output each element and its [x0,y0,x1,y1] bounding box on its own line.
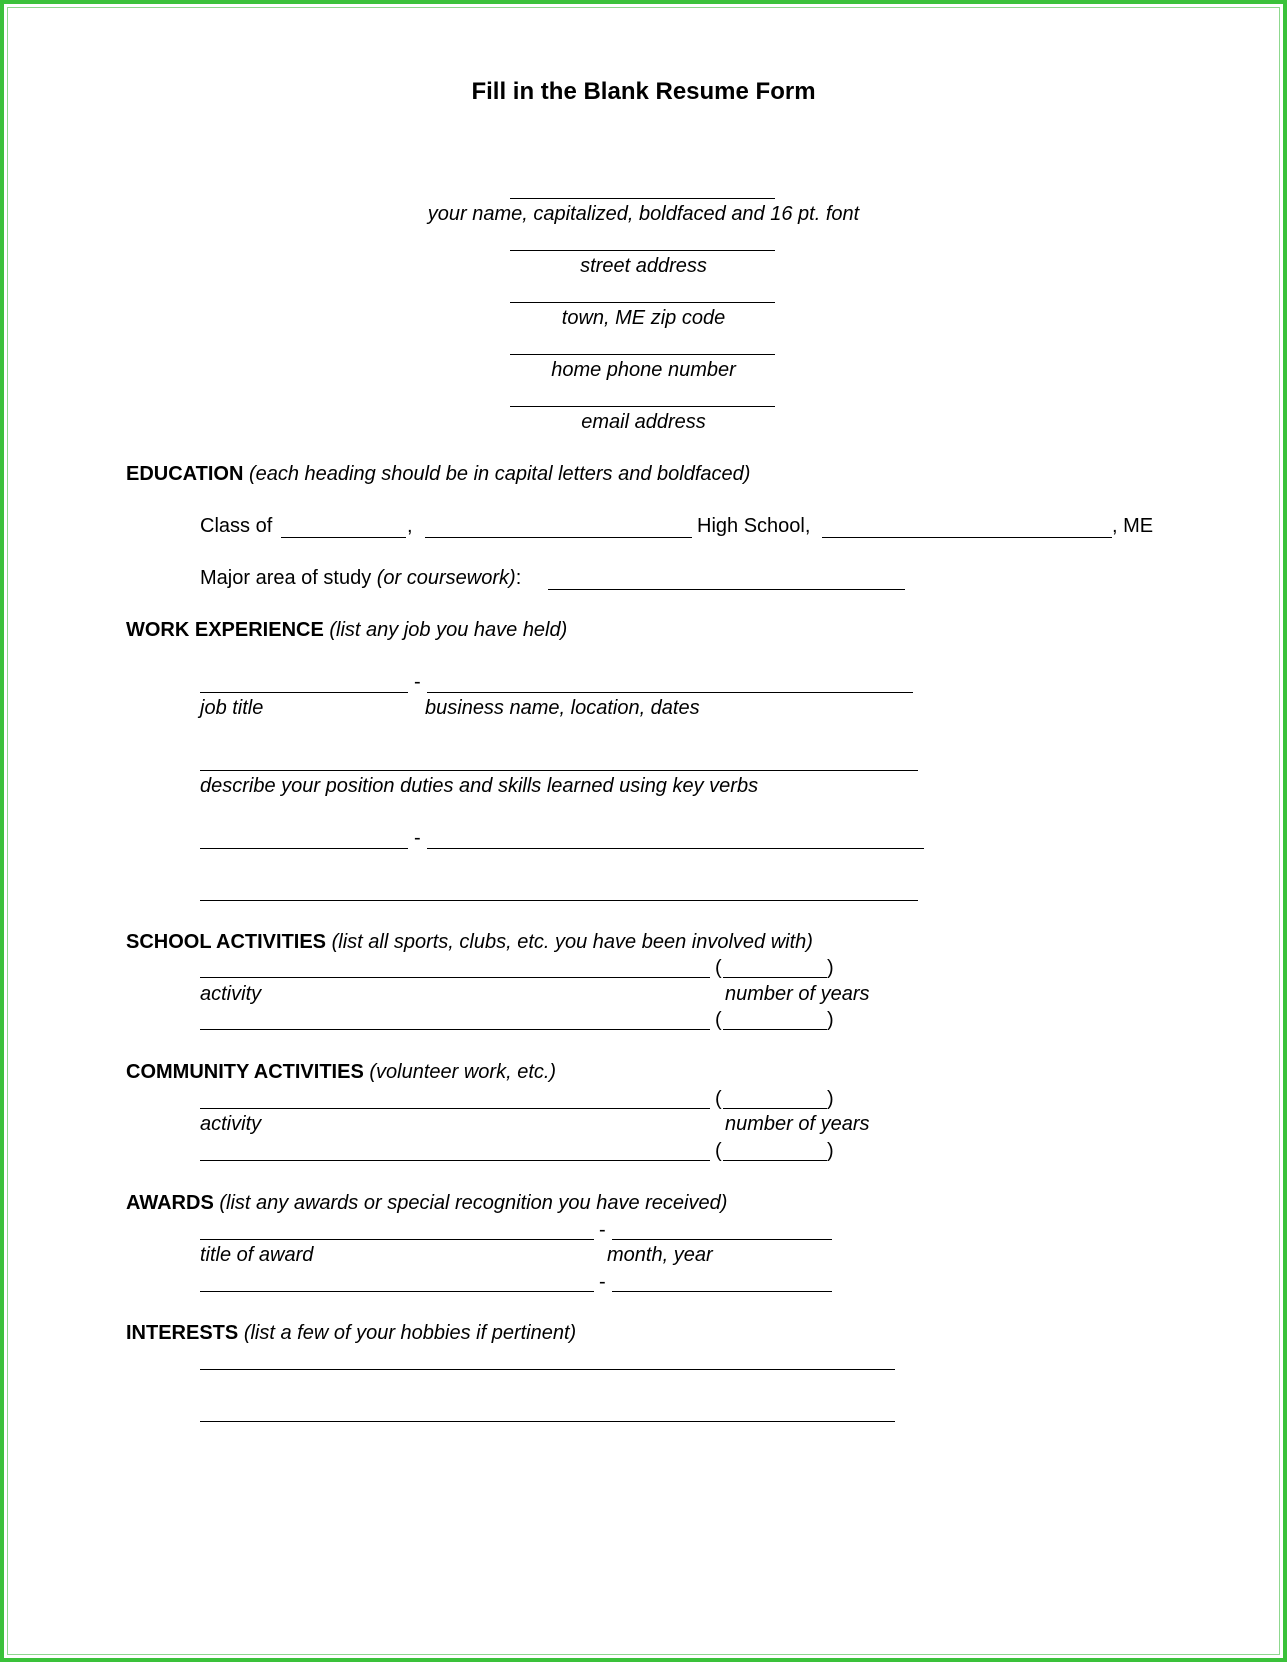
school-years-close-2: ) [827,1009,834,1031]
community-activities-note: (volunteer work, etc.) [369,1061,557,1083]
community-activity-blank-2[interactable] [200,1160,710,1161]
describe-caption: describe your position duties and skills learned using key verbs [200,775,759,797]
name-blank[interactable] [510,198,775,199]
work-dash-1: - [414,671,421,693]
email-caption: email address [581,411,706,433]
interests-blank-1[interactable] [200,1369,895,1370]
phone-blank[interactable] [510,354,775,355]
major-note: (or coursework) [376,567,516,589]
award-date-blank-2[interactable] [612,1291,832,1292]
award-date-blank-1[interactable] [612,1239,832,1240]
school-activities-heading: SCHOOL ACTIVITIES [126,931,327,953]
page-title: Fill in the Blank Resume Form [471,78,816,105]
major-row [200,566,521,590]
high-school-name-blank[interactable] [425,537,692,538]
email-blank[interactable] [510,406,775,407]
major-label: Major area of study [200,567,372,589]
business-blank-1[interactable] [427,692,913,693]
work-heading-row [126,618,567,642]
community-years-open-2: ( [715,1140,722,1162]
interests-blank-2[interactable] [200,1421,895,1422]
class-year-blank[interactable] [281,537,406,538]
work-dash-2: - [414,827,421,849]
school-years-caption: number of years [725,983,870,1005]
describe-blank-1[interactable] [200,770,918,771]
state-label: , ME [1112,515,1154,537]
awards-heading: AWARDS [126,1192,214,1214]
school-heading-row [126,930,813,954]
education-heading: EDUCATION [126,463,244,485]
interests-note: (list a few of your hobbies if pertinent) [243,1322,577,1344]
award-date-caption: month, year [607,1244,713,1266]
awards-note: (list any awards or special recognition you have received) [219,1192,728,1214]
community-heading-row [126,1060,556,1084]
award-title-blank-1[interactable] [200,1239,594,1240]
job-title-blank-2[interactable] [200,848,408,849]
major-colon: : [515,567,522,589]
school-activity-blank-2[interactable] [200,1029,710,1030]
school-years-close-1: ) [827,957,834,979]
class-of-label: Class of [200,515,273,537]
award-title-blank-2[interactable] [200,1291,594,1292]
awards-heading-row [126,1191,727,1215]
school-years-blank-1[interactable] [723,977,827,978]
town-blank[interactable] [510,302,775,303]
interests-heading: INTERESTS [126,1322,239,1344]
class-comma: , [407,515,413,537]
school-activity-caption: activity [200,983,262,1005]
school-activities-note: (list all sports, clubs, etc. you have been involved with) [331,931,813,953]
phone-caption: home phone number [551,359,736,381]
community-years-close-1: ) [827,1088,834,1110]
high-school-label: High School, [697,515,811,537]
work-note: (list any job you have held) [329,619,568,641]
street-blank[interactable] [510,250,775,251]
award-title-caption: title of award [200,1244,314,1266]
street-caption: street address [580,255,707,277]
name-caption: your name, capitalized, boldfaced and 16 pt. font [427,203,860,225]
community-years-open-1: ( [715,1088,722,1110]
business-caption: business name, location, dates [425,697,700,719]
school-years-open-1: ( [715,957,722,979]
education-note: (each heading should be in capital letters and boldfaced) [248,463,751,485]
school-years-blank-2[interactable] [723,1029,827,1030]
describe-blank-2[interactable] [200,900,918,901]
high-school-town-blank[interactable] [822,537,1112,538]
major-blank[interactable] [548,589,905,590]
town-caption: town, ME zip code [561,307,726,329]
award-dash-1: - [599,1219,606,1241]
business-blank-2[interactable] [427,848,924,849]
community-years-caption: number of years [725,1113,870,1135]
education-heading-row [126,462,750,486]
school-activity-blank-1[interactable] [200,977,710,978]
job-title-caption: job title [200,697,264,719]
work-heading: WORK EXPERIENCE [126,619,324,641]
job-title-blank-1[interactable] [200,692,408,693]
community-years-blank-2[interactable] [723,1160,827,1161]
community-activity-blank-1[interactable] [200,1108,710,1109]
community-activities-heading: COMMUNITY ACTIVITIES [126,1061,364,1083]
interests-heading-row [126,1321,576,1345]
community-years-blank-1[interactable] [723,1108,827,1109]
school-years-open-2: ( [715,1009,722,1031]
community-activity-caption: activity [200,1113,262,1135]
award-dash-2: - [599,1271,606,1293]
community-years-close-2: ) [827,1140,834,1162]
